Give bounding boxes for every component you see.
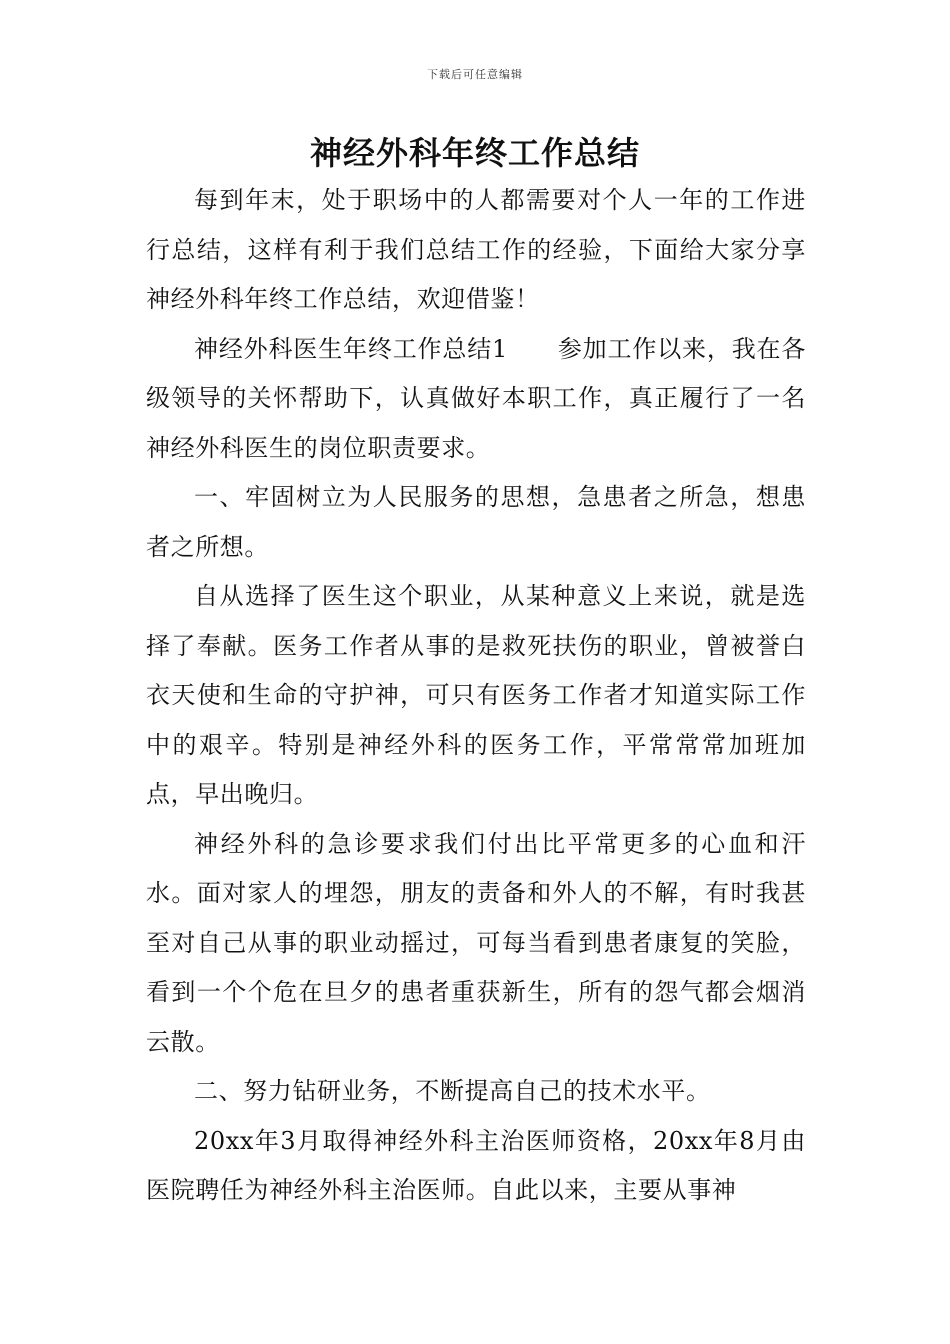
paragraph-summary-1: 神经外科医生年终工作总结1 参加工作以来，我在各级领导的关怀帮助下，认真做好本职工作，真正履行了一名神经外科医生的岗位职责要求。 [146, 334, 806, 462]
document-body [146, 176, 806, 1216]
document-title: 神经外科年终工作总结 [309, 134, 640, 172]
paragraph-emergency: 神经外科的急诊要求我们付出比平常更多的心血和汗水。面对家人的埋怨，朋友的责备和外人的不解，有时我甚至对自己从事的职业动摇过，可每当看到患者康复的笑脸，看到一个个危在旦夕的患者重获新生，所有的怨气都会烟消云散。 [146, 829, 806, 1056]
paragraph-intro: 每到年末，处于职场中的人都需要对个人一年的工作进行总结，这样有利于我们总结工作的经验，下面给大家分享神经外科年终工作总结，欢迎借鉴！ [146, 186, 806, 313]
paragraph-qualification: 20xx年3月取得神经外科主治医师资格，20xx年8月由医院聘任为神经外科主治医师。自此以来，主要从事神 [146, 1126, 806, 1204]
paragraph-section-1-heading: 一、牢固树立为人民服务的思想，急患者之所急，想患者之所想。 [146, 483, 806, 561]
header-note: 下载后可任意编辑 [427, 68, 523, 81]
paragraph-section-2-heading: 二、努力钻研业务，不断提高自己的技术水平。 [194, 1077, 711, 1105]
paragraph-career-choice: 自从选择了医生这个职业，从某种意义上来说，就是选择了奉献。医务工作者从事的是救死扶伤的职业，曾被誉白衣天使和生命的守护神，可只有医务工作者才知道实际工作中的艰辛。特别是神经外科的医务工作，平常常常加班加点，早出晚归。 [146, 582, 806, 808]
